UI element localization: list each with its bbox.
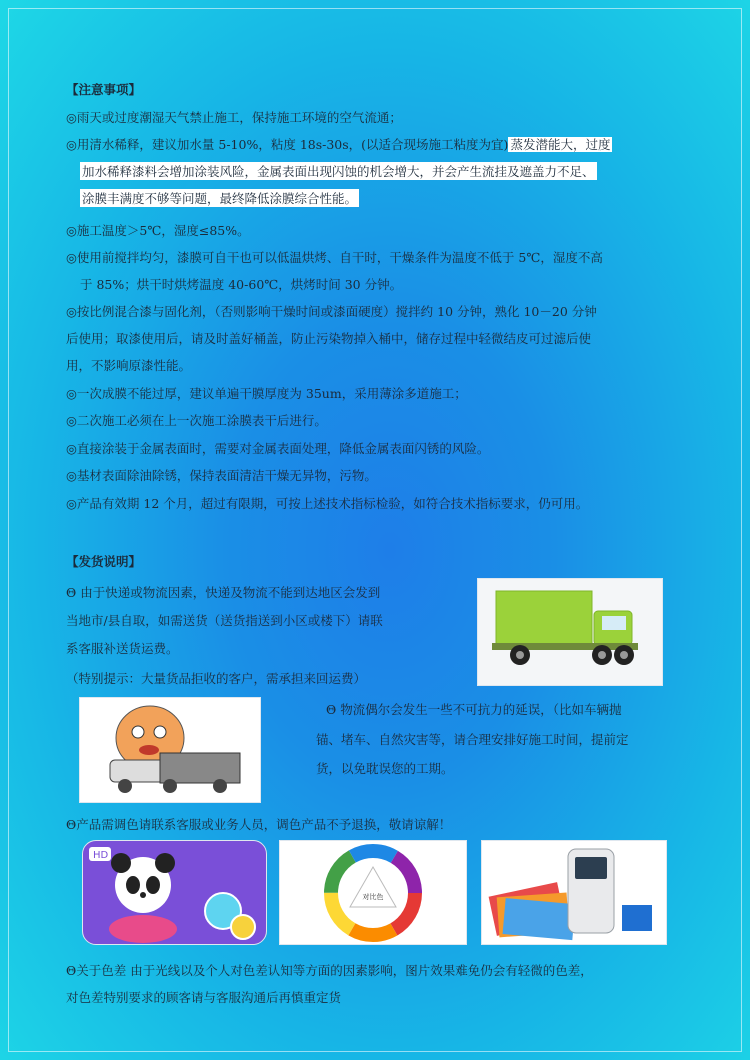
notice-item-10: ◎产品有效期 12 个月，超过有限期，可按上述技术指标检验，如符合技术指标要求，仍可用。 [66, 496, 589, 511]
panda-paint-icon [83, 841, 266, 944]
notice-item-3: ◎施工温度＞5℃，湿度≤85%。 [66, 223, 250, 238]
notice-item-9: ◎基材表面除油除锈，保持表面清洁干燥无异物，污物。 [66, 468, 377, 483]
shipping-para2-line1: Θ 物流偶尔会发生一些不可抗力的延误，（比如车辆抛 [326, 702, 622, 717]
notice-item-2 [66, 135, 612, 153]
shipping-para4-line1: Θ关于色差 由于光线以及个人对色差认知等方面的因素影响，图片效果难免仍会有轻微的色差， [66, 963, 593, 978]
shipping-para4-line2: 对色差特别要求的顾客请与客服沟通后再慎重定货 [66, 990, 342, 1005]
notice-item-7: ◎二次施工必须在上一次施工涂膜表干后进行。 [66, 413, 327, 428]
notice-item-4-cont: 于 85%；烘干时烘烤温度 40-60℃，烘烤时间 30 分钟。 [80, 277, 403, 292]
notice-item-2-a: ◎用清水稀释，建议加水量 5-10%，粘度 18s-30s，(以适合现场施工粘度为宜) [66, 137, 509, 152]
notice-title: 【注意事项】 [66, 82, 142, 97]
shipping-para1-line1: Θ 由于快递或物流因素，快递及物流不能到达地区会发到 [66, 585, 381, 600]
shipping-title: 【发货说明】 [66, 554, 142, 569]
color-wheel-image [279, 840, 467, 945]
spectrophotometer-icon [482, 841, 666, 944]
notice-item-4: ◎使用前搅拌均匀，漆膜可自干也可以低温烘烤、自干时，干燥条件为温度不低于 5℃，湿度不高 [66, 250, 603, 265]
cartoon-delay-icon [80, 698, 260, 802]
shipping-para1-line2: 当地市/县自取，如需送货（送货指送到小区或楼下）请联 [66, 613, 383, 628]
shipping-note: （特别提示：大量货品拒收的客户，需承担来回运费） [66, 671, 367, 686]
cartoon-image [79, 697, 261, 803]
notice-item-5-cont-2: 用，不影响原漆性能。 [66, 358, 192, 373]
notice-item-2-cont-2: 涂膜丰满度不够等问题，最终降低涂膜综合性能。 [82, 191, 358, 206]
notice-item-6: ◎一次成膜不能过厚，建议单遍干膜厚度为 35um，采用薄涂多道施工； [66, 386, 467, 401]
spectro-image [481, 840, 667, 945]
color-wheel-icon [280, 841, 466, 944]
shipping-para3: Θ产品需调色请联系客服或业务人员，调色产品不予退换，敬请谅解！ [66, 817, 452, 832]
notice-item-8: ◎直接涂装于金属表面时，需要对金属表面处理，降低金属表面闪锈的风险。 [66, 441, 490, 456]
notice-item-5-cont-1: 后使用；取漆使用后，请及时盖好桶盖，防止污染物掉入桶中，储存过程中轻微结皮可过滤后使 [66, 331, 592, 346]
notice-item-5: ◎按比例混合漆与固化剂，（否则影响干燥时间或漆面硬度）搅拌约 10 分钟，熟化 10－20 分钟 [66, 304, 597, 319]
notice-section [66, 80, 696, 520]
shipping-para2-line2: 锚、堵车、自然灾害等，请合理安排好施工时间，提前定 [316, 732, 629, 747]
panda-badge: HD [93, 850, 109, 861]
color-wheel-label: 对比色 [362, 893, 384, 901]
shipping-para1-line3: 系客服补送货运费。 [66, 641, 179, 656]
panda-image [82, 840, 267, 945]
truck-icon [478, 579, 662, 685]
shipping-para2-line3: 货，以免耽误您的工期。 [316, 761, 454, 776]
notice-item-2-cont-1: 加水稀释漆料会增加涂装风险，金属表面出现闪蚀的机会增大，并会产生流挂及遮盖力不足、 [82, 164, 595, 179]
notice-item-1: ◎雨天或过度潮湿天气禁止施工，保持施工环境的空气流通； [66, 110, 402, 125]
notice-item-2-b: 蒸发潜能大，过度 [510, 137, 611, 152]
truck-image [477, 578, 663, 686]
